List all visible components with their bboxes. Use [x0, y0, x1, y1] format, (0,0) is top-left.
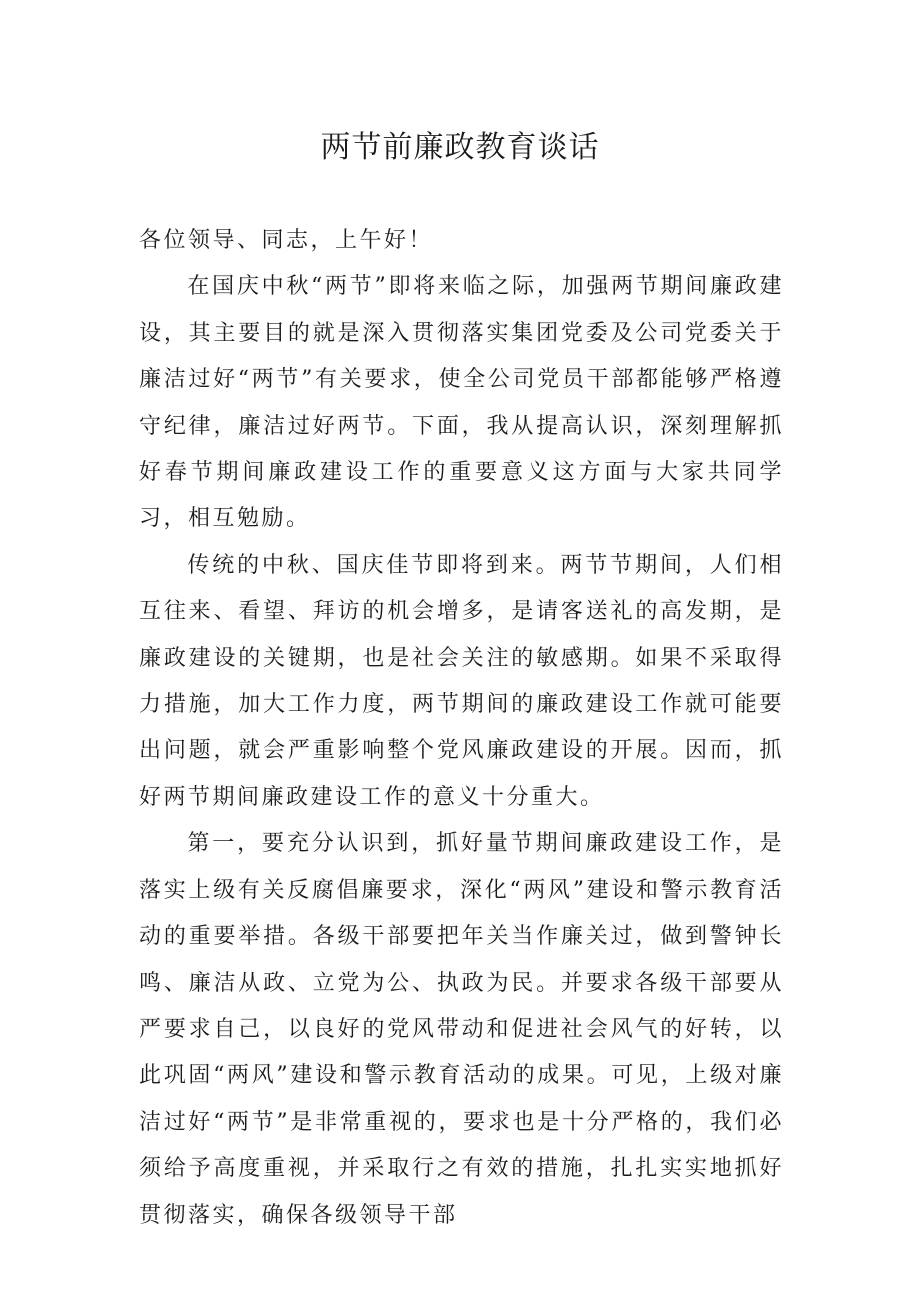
paragraph-3: 第一，要充分认识到，抓好量节期间廉政建设工作，是落实上级有关反腐倡廉要求，深化“两风”建设和警示教育活动的重要举措。各级干部要把年关当作廉关过，做到警钟长鸣、廉洁从政、立党为公、执政为民。并要求各级干部要从严要求自己，以良好的党风带动和促进社会风气的好转，以此巩固“两风”建设和警示教育活动的成果。可见，上级对廉洁过好“两节”是非常重视的，要求也是十分严格的，我们必须给予高度重视，并采取行之有效的措施，扎扎实实地抓好贯彻落实，确保各级领导干部 [139, 831, 784, 1228]
document-body [139, 218, 784, 1239]
document-title: 两节前廉政教育谈话 [320, 130, 600, 165]
greeting-line: 各位领导、同志，上午好！ [139, 228, 434, 253]
paragraph-2: 传统的中秋、国庆佳节即将到来。两节节期间，人们相互往来、看望、拜访的机会增多，是请客送礼的高发期，是廉政建设的关键期，也是社会关注的敏感期。如果不采取得力措施，加大工作力度，两节期间的廉政建设工作就可能要出问题，就会严重影响整个党风廉政建设的开展。因而，抓好两节期间廉政建设工作的意义十分重大。 [139, 552, 784, 810]
paragraph-1: 在国庆中秋“两节”即将来临之际，加强两节期间廉政建设，其主要目的就是深入贯彻落实集团党委及公司党委关于廉洁过好“两节”有关要求，使全公司党员干部都能够严格遵守纪律，廉洁过好两节。下面，我从提高认识，深刻理解抓好春节期间廉政建设工作的重要意义这方面与大家共同学习，相互勉励。 [139, 274, 784, 532]
